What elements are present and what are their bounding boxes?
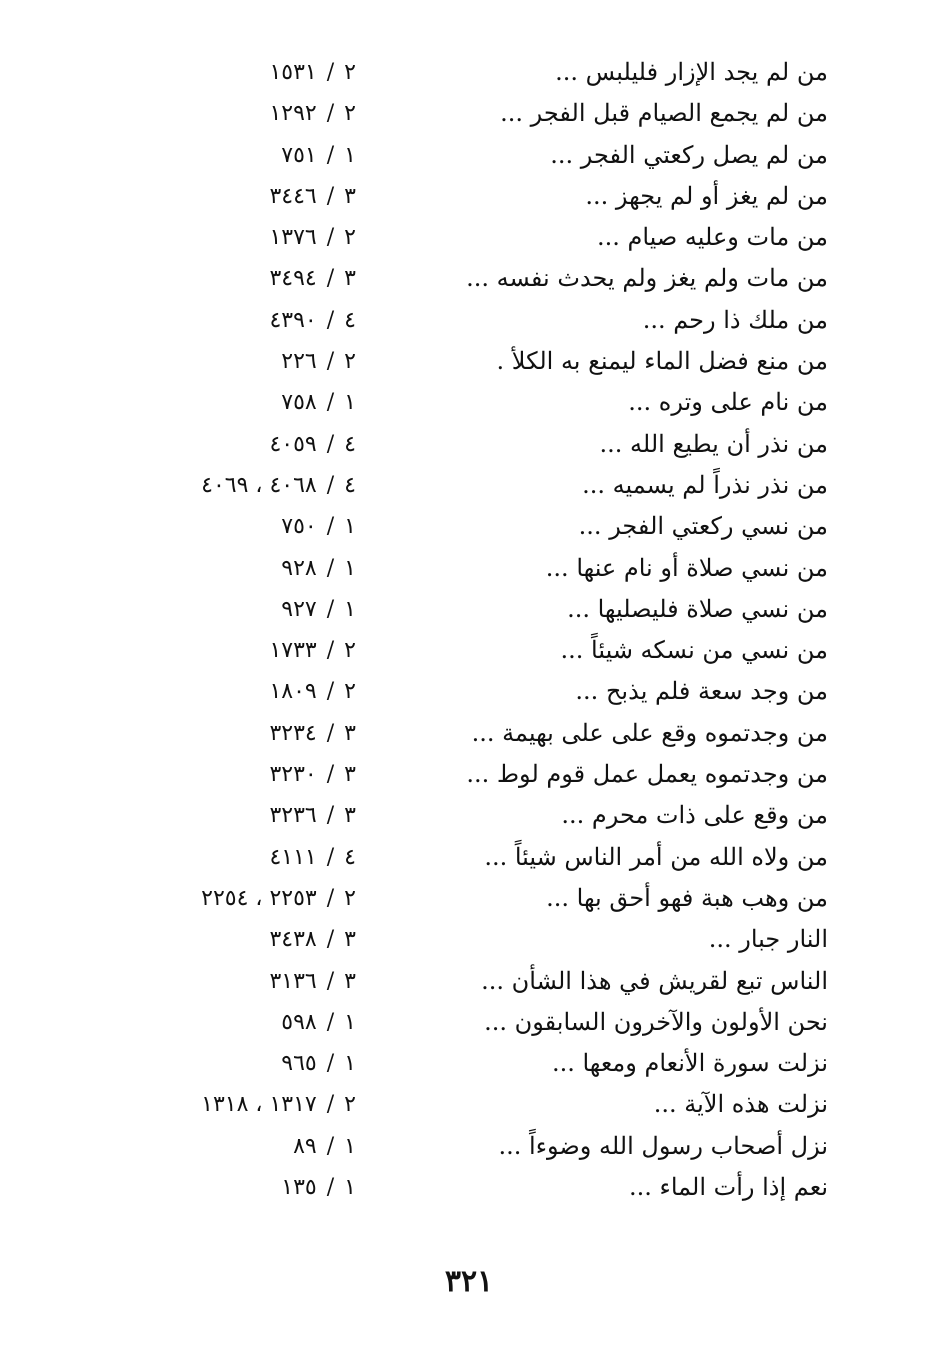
hadith-number: ٥٩٨ <box>281 1009 317 1035</box>
entry-reference <box>160 1167 356 1208</box>
entry-phrase: من ولاه الله من أمر الناس شيئاً ... <box>484 842 828 871</box>
reference-separator: / <box>326 225 335 251</box>
hadith-number: ٧٥٨ <box>281 390 317 416</box>
entry-reference <box>160 135 356 176</box>
entry-reference <box>160 93 356 134</box>
reference-separator: / <box>326 390 335 416</box>
hadith-index-list <box>0 52 938 1208</box>
entry-phrase: الناس تبع لقريش في هذا الشأن ... <box>481 966 828 995</box>
entry-reference <box>160 671 356 712</box>
entry-phrase: من نذر أن يطيع الله ... <box>599 429 828 458</box>
entry-phrase: نحن الأولون والآخرون السابقون ... <box>484 1007 828 1036</box>
volume-number: ٤ <box>344 431 356 457</box>
entry-reference <box>160 795 356 836</box>
entry-phrase: نزلت هذه الآية ... <box>653 1090 828 1119</box>
volume-number: ١ <box>344 1009 356 1035</box>
entry-reference <box>160 589 356 630</box>
entry-phrase: نزل أصحاب رسول الله وضوءاً ... <box>498 1131 828 1160</box>
volume-number: ١ <box>344 514 356 540</box>
volume-number: ١ <box>344 555 356 581</box>
volume-number: ٤ <box>344 844 356 870</box>
hadith-number: ٩٦٥ <box>281 1051 317 1077</box>
hadith-number: ٣٢٣٠ <box>269 762 317 788</box>
page-number: ٣٢١ <box>444 1264 494 1299</box>
index-entry <box>0 506 938 547</box>
volume-number: ٢ <box>344 679 356 705</box>
index-entry <box>0 1002 938 1043</box>
entry-phrase: من مات ولم يغز ولم يحدث نفسه ... <box>466 264 828 293</box>
reference-separator: / <box>326 1051 335 1077</box>
volume-number: ٢ <box>344 101 356 127</box>
volume-number: ١ <box>344 142 356 168</box>
entry-reference <box>160 837 356 878</box>
index-entry <box>0 424 938 465</box>
entry-phrase: من نام على وتره ... <box>628 388 828 417</box>
entry-reference <box>160 465 356 506</box>
entry-reference <box>160 1126 356 1167</box>
entry-reference <box>160 1043 356 1084</box>
hadith-number: ٣٤٩٤ <box>269 266 317 292</box>
index-entry <box>0 258 938 299</box>
hadith-number: ١٣٧٦ <box>269 225 317 251</box>
hadith-number: ٣٢٣٦ <box>269 803 317 829</box>
entry-phrase: من وقع على ذات محرم ... <box>561 801 828 830</box>
index-entry <box>0 878 938 919</box>
entry-phrase: من مات وعليه صيام ... <box>596 223 828 252</box>
entry-reference <box>160 630 356 671</box>
reference-separator: / <box>326 927 335 953</box>
volume-number: ٢ <box>344 638 356 664</box>
index-entry <box>0 589 938 630</box>
entry-phrase: من نسي صلاة فليصليها ... <box>567 594 828 623</box>
index-entry <box>0 465 938 506</box>
hadith-number: ٨٩ <box>293 1133 317 1159</box>
hadith-number: ٣١٣٦ <box>269 968 317 994</box>
entry-phrase: من وجدتموه وقع على على بهيمة ... <box>471 718 828 747</box>
entry-reference <box>160 300 356 341</box>
volume-number: ٤ <box>344 307 356 333</box>
hadith-number: ١٢٩٢ <box>269 101 317 127</box>
reference-separator: / <box>326 431 335 457</box>
volume-number: ١ <box>344 1051 356 1077</box>
index-entry <box>0 382 938 423</box>
entry-phrase: من نسي صلاة أو نام عنها ... <box>545 553 828 582</box>
reference-separator: / <box>326 514 335 540</box>
volume-number: ٢ <box>344 349 356 375</box>
index-entry <box>0 1126 938 1167</box>
hadith-number: ٣٢٣٤ <box>269 720 317 746</box>
reference-separator: / <box>326 596 335 622</box>
reference-separator: / <box>326 638 335 664</box>
reference-separator: / <box>326 1175 335 1201</box>
reference-separator: / <box>326 803 335 829</box>
entry-phrase: النار جبار ... <box>708 925 828 954</box>
reference-separator: / <box>326 885 335 911</box>
volume-number: ١ <box>344 596 356 622</box>
index-entry <box>0 1167 938 1208</box>
entry-reference <box>160 424 356 465</box>
entry-phrase: من نسي ركعتي الفجر ... <box>578 512 828 541</box>
reference-separator: / <box>326 60 335 85</box>
index-entry <box>0 176 938 217</box>
hadith-number: ٤٣٩٠ <box>269 307 317 333</box>
entry-reference <box>160 713 356 754</box>
reference-separator: / <box>326 762 335 788</box>
entry-reference <box>160 341 356 382</box>
hadith-number: ٤٠٥٩ <box>269 431 317 457</box>
entry-reference <box>160 919 356 960</box>
hadith-number: ٧٥٠ <box>281 514 317 540</box>
index-entry <box>0 52 938 93</box>
reference-separator: / <box>326 307 335 333</box>
entry-reference <box>160 961 356 1002</box>
reference-separator: / <box>326 968 335 994</box>
index-entry <box>0 1084 938 1125</box>
entry-phrase: من نذر نذراً لم يسميه ... <box>582 470 828 499</box>
volume-number: ٣ <box>344 183 356 209</box>
entry-reference <box>160 217 356 258</box>
entry-reference <box>160 382 356 423</box>
volume-number: ٣ <box>344 927 356 953</box>
reference-separator: / <box>326 555 335 581</box>
index-entry <box>0 795 938 836</box>
hadith-number: ١٨٠٩ <box>269 679 317 705</box>
volume-number: ١ <box>344 390 356 416</box>
entry-phrase: من لم يصل ركعتي الفجر ... <box>550 140 828 169</box>
entry-phrase: نعم إذا رأت الماء ... <box>629 1173 828 1202</box>
reference-separator: / <box>326 1092 335 1118</box>
entry-reference <box>160 52 356 93</box>
hadith-number: ٧٥١ <box>281 142 317 168</box>
reference-separator: / <box>326 266 335 292</box>
volume-number: ٣ <box>344 266 356 292</box>
index-entry <box>0 961 938 1002</box>
entry-reference <box>160 754 356 795</box>
index-entry <box>0 300 938 341</box>
entry-phrase: من وجد سعة فلم يذبح ... <box>575 677 828 706</box>
volume-number: ٢ <box>344 885 356 911</box>
entry-reference <box>160 506 356 547</box>
hadith-number: ٩٢٧ <box>281 596 317 622</box>
entry-reference <box>160 258 356 299</box>
volume-number: ١ <box>344 1133 356 1159</box>
entry-phrase: من وجدتموه يعمل عمل قوم لوط ... <box>466 760 828 789</box>
index-entry <box>0 754 938 795</box>
index-entry <box>0 713 938 754</box>
volume-number: ٢ <box>344 60 356 85</box>
hadith-number: ١٣٥ <box>281 1175 317 1201</box>
hadith-number: ٣٤٣٨ <box>269 927 317 953</box>
entry-phrase: من منع فضل الماء ليمنع به الكلأ . <box>496 347 828 376</box>
volume-number: ٣ <box>344 803 356 829</box>
entry-reference <box>160 176 356 217</box>
index-entry <box>0 548 938 589</box>
volume-number: ٣ <box>344 968 356 994</box>
index-entry <box>0 919 938 960</box>
reference-separator: / <box>326 472 335 498</box>
reference-separator: / <box>326 101 335 127</box>
volume-number: ٤ <box>344 472 356 498</box>
hadith-number: ١٣١٧ ، ١٣١٨ <box>201 1092 317 1118</box>
index-entry <box>0 630 938 671</box>
hadith-number: ٤٠٦٨ ، ٤٠٦٩ <box>201 472 317 498</box>
volume-number: ٣ <box>344 720 356 746</box>
entry-reference <box>160 1084 356 1125</box>
reference-separator: / <box>326 183 335 209</box>
volume-number: ٢ <box>344 1092 356 1118</box>
reference-separator: / <box>326 844 335 870</box>
reference-separator: / <box>326 142 335 168</box>
reference-separator: / <box>326 1009 335 1035</box>
entry-phrase: نزلت سورة الأنعام ومعها ... <box>551 1049 828 1078</box>
reference-separator: / <box>326 679 335 705</box>
reference-separator: / <box>326 1133 335 1159</box>
index-entry <box>0 1043 938 1084</box>
index-entry <box>0 135 938 176</box>
index-entry <box>0 341 938 382</box>
hadith-number: ٩٢٨ <box>281 555 317 581</box>
entry-phrase: من نسي من نسكه شيئاً ... <box>560 636 828 665</box>
reference-separator: / <box>326 349 335 375</box>
entry-reference <box>160 548 356 589</box>
volume-number: ٢ <box>344 225 356 251</box>
hadith-number: ٢٢٥٣ ، ٢٢٥٤ <box>201 885 317 911</box>
entry-reference <box>160 878 356 919</box>
entry-phrase: من وهب هبة فهو أحق بها ... <box>546 883 828 912</box>
hadith-number: ٣٤٤٦ <box>269 183 317 209</box>
reference-separator: / <box>326 720 335 746</box>
entry-phrase: من ملك ذا رحم ... <box>642 305 828 334</box>
hadith-number: ١٧٣٣ <box>269 638 317 664</box>
index-entry <box>0 837 938 878</box>
entry-reference <box>160 1002 356 1043</box>
hadith-number: ١٥٣١ <box>269 60 317 85</box>
entry-phrase: من لم يجمع الصيام قبل الفجر ... <box>500 99 828 128</box>
index-entry <box>0 217 938 258</box>
hadith-number: ٢٢٦ <box>281 349 317 375</box>
volume-number: ١ <box>344 1175 356 1201</box>
entry-phrase: من لم يجد الإزار فليلبس ... <box>555 58 828 86</box>
hadith-number: ٤١١١ <box>269 844 317 870</box>
index-entry <box>0 671 938 712</box>
volume-number: ٣ <box>344 762 356 788</box>
index-entry <box>0 93 938 134</box>
entry-phrase: من لم يغز أو لم يجهز ... <box>585 181 828 210</box>
